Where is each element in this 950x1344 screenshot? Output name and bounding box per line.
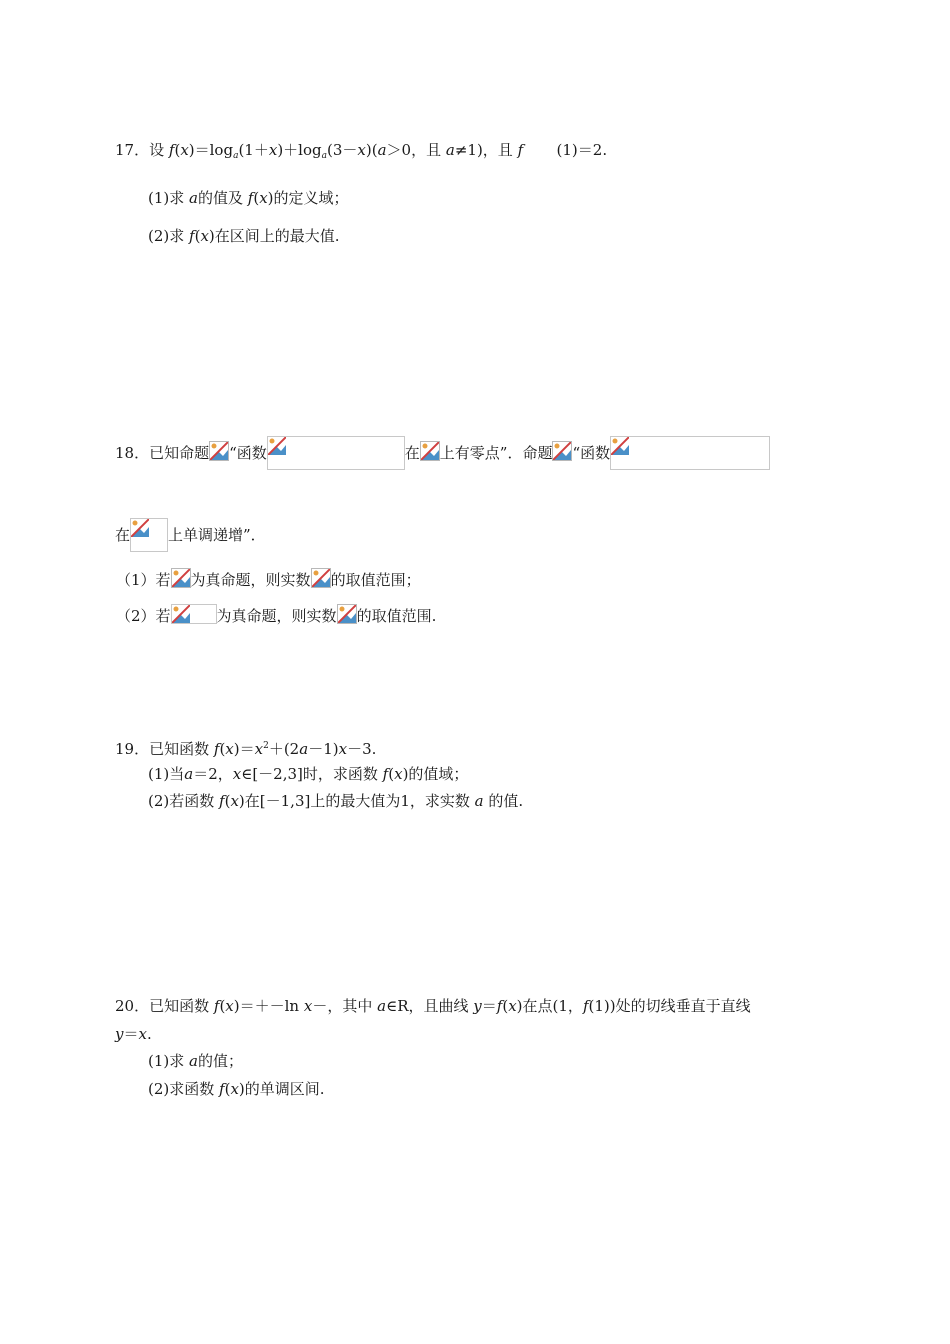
q20-part1: (1)求 a的值； [148,1052,243,1070]
broken-image-icon [268,437,286,455]
q17-part2: (2)求 f(x)在区间上的最大值. [148,227,340,245]
q18-part2: （2）若 为真命题，则实数 的取值范围. [116,604,436,626]
q18-stem-line2: 在 上单调递增”． [115,518,266,552]
broken-image-icon [611,437,629,455]
q18-stem: 18．已知命题 “函数 在 上有零点”．命题 “函数 [115,436,770,470]
formula-image-box [267,436,405,470]
broken-image-icon [171,568,191,588]
interval-image-box [130,518,168,552]
broken-image-icon [337,604,357,624]
q19-part2: (2)若函数 f(x)在[－1,3]上的最大值为1，求实数 a 的值. [148,792,524,810]
broken-image-icon [420,441,440,461]
q18-part1: （1）若 为真命题，则实数 的取值范围； [116,568,421,590]
q19-stem: 19．已知函数 $f(x)=x^2+(2a-1)x-3$. [115,740,377,758]
q20-part2: (2)求函数 f(x)的单调区间. [148,1080,325,1098]
q20-stem: 20．已知函数 f(x)＝＋－ln x－，其中 a∈R，且曲线 y＝f(x)在点(1，f(1))处的切线垂直于直线 [115,997,751,1015]
q17-stem: 17．设 $f(x)=\log_a(1+x)+\log_a(3-x)(a>0$，且 a≠1)，且 f (1)＝2. [115,141,608,161]
broken-image-icon [172,605,190,623]
broken-image-icon [552,441,572,461]
q17-part1: (1)求 a的值及 f(x)的定义域； [148,189,349,207]
broken-image-icon [209,441,229,461]
q20-stem-line2: y＝x. [115,1025,152,1043]
formula-image-box [610,436,770,470]
broken-image-icon [131,519,149,537]
formula-image-box [171,604,217,624]
broken-image-icon [311,568,331,588]
q19-part1: (1)当a＝2，x∈[－2,3]时，求函数 f(x)的值域； [148,765,469,783]
